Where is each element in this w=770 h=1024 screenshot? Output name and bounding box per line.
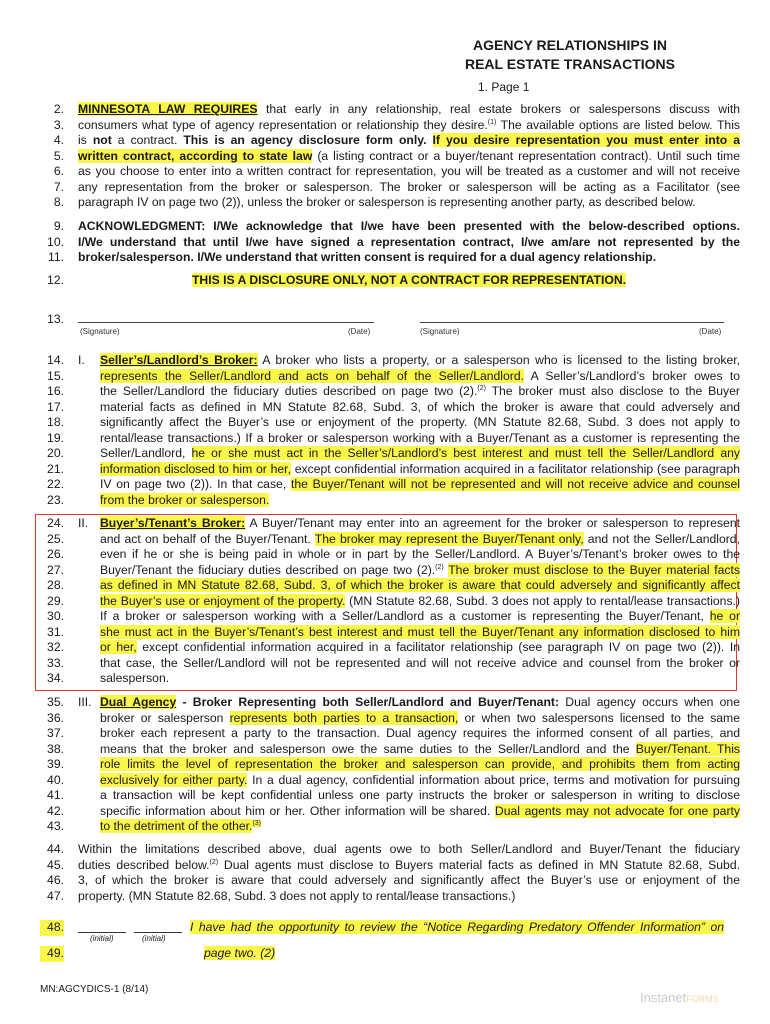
initial-field-1[interactable] (78, 932, 126, 933)
line-text (100, 788, 740, 804)
text-segment: Dual agents must disclose to Buyers material facts as defined in MN Statute 82.68, Subd. (218, 857, 740, 872)
line-text (78, 149, 740, 165)
line-number: 20. (47, 446, 64, 460)
section-numeral (78, 446, 100, 462)
line-text (100, 493, 740, 509)
section-numeral (78, 788, 100, 804)
text-segment: Seller’s/Landlord’s Broker: (100, 353, 258, 367)
text-segment: - Broker Representing both Seller/Landlord and Buyer/Tenant: (176, 695, 560, 709)
section-numeral (78, 819, 100, 835)
line-number: 24. (47, 516, 64, 530)
text-segment: not (92, 133, 112, 147)
text-segment: material facts as defined in MN Statute 82.68, Subd. 3, of which the broker is aware that could adversely and (100, 399, 740, 414)
line-text (100, 532, 740, 548)
text-line (40, 873, 740, 889)
line-text (78, 219, 740, 235)
text-segment: written contract, according to state law (78, 148, 313, 163)
line-text (100, 415, 740, 431)
text-segment: represents the Seller/Landlord and acts on behalf of the Seller/Landlord. (100, 368, 525, 383)
brand-name: Instanet (640, 990, 687, 1005)
line-text (100, 819, 740, 835)
section-numeral (78, 532, 100, 548)
text-line (40, 369, 740, 385)
text-segment: Dual Agency (100, 695, 177, 709)
line-number: 35. (47, 695, 64, 709)
section-numeral (78, 711, 100, 727)
signature-line-row (40, 312, 740, 328)
text-line (40, 250, 740, 266)
text-line (40, 102, 740, 118)
text-segment: A Buyer/Tenant may enter into an agreement for the broker or salesperson to represent (245, 516, 740, 530)
section-numeral (78, 415, 100, 431)
section-buyers-broker (40, 516, 740, 687)
text-segment: significantly affect the Buyer’s use or enjoyment of the property. (MN Statute 82.68, Subd. 3 does not apply to (100, 415, 740, 429)
text-segment (426, 133, 432, 147)
initial-field-2[interactable] (134, 932, 182, 933)
text-segment: or her, (100, 640, 137, 654)
line-number: 11. (47, 250, 64, 264)
section-numeral (78, 462, 100, 478)
text-line (40, 431, 740, 447)
text-line (40, 578, 740, 594)
text-segment: The available options are listed below. This (496, 117, 740, 132)
line-number: 28. (47, 578, 64, 592)
signature-field-2[interactable] (420, 322, 724, 323)
text-segment: means that the broker and salesperson owe the same duties to the Seller/Landlord and the (100, 741, 636, 756)
text-line (40, 516, 740, 532)
line-number: 41. (47, 788, 64, 802)
text-segment: to the detriment of the other. (100, 819, 253, 833)
line-number: 36. (47, 710, 64, 725)
line-number: 42. (47, 803, 64, 818)
line-text (78, 858, 740, 874)
text-segment: the Buyer’s use or enjoyment of the property. (100, 593, 346, 608)
line-number: 48. (40, 920, 64, 936)
text-segment: (2) (435, 563, 444, 571)
text-segment: the Buyer/Tenant will not be represented and will not receive advice and counsel (290, 477, 740, 491)
text-segment: The broker may represent the Buyer/Tenant only, (314, 531, 584, 546)
text-line (40, 195, 740, 211)
text-segment: A broker who lists a property, or a salesperson who is licensed to the listing broker, (257, 353, 740, 367)
line-text (100, 400, 740, 416)
text-segment: The broker must disclose to the Buyer material facts (448, 562, 740, 577)
text-segment: except confidential information acquired in a facilitator relationship (see paragraph IV on page two (2)). In (136, 640, 740, 654)
section-numeral (78, 742, 100, 758)
text-segment: she must act in the Buyer’s/Tenant’s best interest and must tell the Buyer/Tenant any information disclosed to him (100, 624, 740, 639)
line-text (100, 369, 740, 385)
section-numeral (78, 400, 100, 416)
text-segment: or when two salespersons licensed to the same (458, 710, 740, 725)
line-number: 15. (47, 368, 64, 383)
line-number: 7. (53, 179, 64, 194)
text-line (40, 625, 740, 641)
signature-label-1: (Signature) (80, 327, 120, 336)
text-segment: Within the limitations described above, dual agents owe to both Seller/Landlord and Buyer/Tenant the fiduciary (78, 842, 740, 856)
line-number: 47. (47, 888, 64, 903)
section-numeral (78, 726, 100, 742)
section-numeral: III. (78, 695, 92, 709)
line-text (78, 889, 740, 905)
line-number: 23. (47, 492, 64, 507)
text-line (40, 726, 740, 742)
line-number: 46. (47, 873, 64, 887)
line-number: 13. (47, 312, 64, 326)
section-numeral (78, 609, 100, 625)
section-numeral (78, 625, 100, 641)
section-dual-limitations (40, 842, 740, 904)
line-text (100, 726, 740, 742)
section-numeral (78, 563, 100, 579)
text-segment: property. (MN Statute 82.68, Subd. 3 does not apply to rental/lease transactions.) (78, 888, 516, 903)
section-sellers-broker (40, 353, 740, 508)
text-segment: paragraph IV on page two (2)), unless the broker or salesperson is representing another party, as described below. (78, 195, 696, 209)
line-text (100, 671, 740, 687)
line-text (100, 640, 740, 656)
text-line (40, 640, 740, 656)
text-line (40, 446, 740, 462)
line-number: 21. (47, 461, 64, 476)
text-segment: is (78, 133, 93, 147)
text-segment: role limits the level of representation the broker and salesperson can provide, and prohibits them from acting (100, 757, 740, 771)
section-numeral (78, 656, 100, 672)
line-number: 43. (47, 819, 64, 833)
text-line (40, 742, 740, 758)
section-dual-agency (40, 695, 740, 835)
section-numeral (78, 640, 100, 656)
text-segment: a contract. (111, 133, 184, 147)
disclosure-notice: THIS IS A DISCLOSURE ONLY, NOT A CONTRACT FOR REPRESENTATION. (191, 273, 627, 287)
text-segment: IV on page two (2)). In that case, (100, 477, 291, 491)
text-segment: specific information about him or her. Other information will be shared. (100, 803, 495, 818)
date-label-2: (Date) (699, 327, 722, 336)
text-segment: the Seller/Landlord the fiduciary duties described on page two (2). (100, 384, 478, 398)
section-numeral (78, 594, 100, 610)
text-segment: even if he or she is being paid in whole or in part by the Seller/Landlord. A Buyer’s/Tenant’s broker owes to the (100, 547, 740, 561)
text-segment: Dual agents may not advocate for one party (494, 803, 740, 818)
brand-suffix: FORMS (686, 994, 719, 1004)
text-segment: as you choose to enter into a written contract for representation, you will be treated as a customer and will not receive (78, 164, 740, 178)
section-numeral: II. (78, 516, 89, 530)
text-segment: A Seller’s/Landlord’s broker owes to (524, 368, 740, 383)
line-number: 2. (53, 102, 64, 116)
text-line (40, 563, 740, 579)
text-line (40, 164, 740, 180)
text-segment: exclusively for either party. (100, 772, 248, 787)
line-number: 14. (47, 353, 64, 367)
text-line (40, 711, 740, 727)
text-segment: salesperson. (100, 671, 170, 685)
text-segment: duties described below. (78, 857, 210, 872)
text-segment: any representation from the broker or salesperson. The broker or salesperson will be acting as a Facilitator (see (78, 179, 740, 194)
line-text (78, 118, 740, 134)
section-numeral (78, 431, 100, 447)
text-segment: rental/lease transactions.) If a broker or salesperson working with a Buyer/Tenant as a customer is representing the (100, 430, 740, 445)
section-numeral (78, 757, 100, 773)
text-segment: information disclosed to him or her, (100, 461, 291, 476)
text-segment: a transaction will be kept confidential unless one party instructs the broker or salesperson in writing to disclose (100, 788, 740, 802)
text-segment: represents both parties to a transaction, (229, 710, 459, 725)
text-segment: (2) (209, 858, 219, 866)
line-text (100, 446, 740, 462)
line-number: 44. (47, 842, 64, 856)
section-numeral: I. (78, 353, 85, 367)
line-text (100, 804, 740, 820)
line-number: 38. (47, 741, 64, 756)
text-segment: from the broker or salesperson. (100, 492, 270, 507)
text-segment: If a broker or salesperson working with a Seller/Landlord as a customer is representing the Buyer/Tenant, (100, 609, 710, 623)
line-text (78, 235, 740, 251)
text-segment: In a dual agency, confidential information about price, terms and motivation for pursuing (247, 772, 740, 787)
disclosure-notice-line (40, 273, 740, 289)
section-numeral (78, 804, 100, 820)
line-text (78, 180, 740, 196)
predatory-notice-line-2 (40, 946, 740, 962)
text-line (40, 773, 740, 789)
line-number: 17. (47, 399, 64, 414)
page-number: 1. Page 1 (478, 80, 530, 94)
form-code-footer: MN:AGCYDICS-1 (8/14) (40, 984, 149, 995)
line-text (100, 384, 740, 400)
text-line (40, 493, 740, 509)
text-line (40, 118, 740, 134)
text-segment: The broker must also disclose to the Buyer (485, 384, 740, 398)
line-text (100, 656, 740, 672)
section-acknowledgment (40, 219, 740, 266)
line-number: 31. (47, 624, 64, 639)
text-line (40, 400, 740, 416)
date-label-1: (Date) (348, 327, 371, 336)
text-line (40, 804, 740, 820)
line-number: 34. (47, 671, 64, 685)
section-intro (40, 102, 740, 211)
text-segment: 3, of which the broker is aware that could adversely and significantly affect the Buyer’s use or enjoyment of the (78, 873, 740, 887)
text-line (40, 133, 740, 149)
line-text (78, 250, 740, 266)
text-segment: he or she must act in the Seller’s/Landlord’s best interest and must tell the Seller/Landlord any (191, 446, 740, 460)
line-text (78, 195, 740, 211)
text-line (40, 415, 740, 431)
text-segment: Seller/Landlord, (100, 446, 192, 460)
text-line (40, 695, 740, 711)
line-number: 29. (47, 593, 64, 608)
page-title-line1: AGENCY RELATIONSHIPS IN (473, 37, 667, 53)
text-segment: (1) (487, 118, 497, 126)
line-number: 30. (47, 609, 64, 623)
text-line (40, 353, 740, 369)
text-segment: Dual agency occurs when one (559, 695, 740, 709)
text-line (40, 858, 740, 874)
line-number: 16. (47, 384, 64, 398)
text-segment: Buyer’s/Tenant’s Broker: (100, 516, 246, 530)
text-segment: Buyer/Tenant. This (635, 741, 740, 756)
line-text (100, 547, 740, 563)
text-line (40, 219, 740, 235)
line-text (100, 711, 740, 727)
line-number: 39. (47, 757, 64, 771)
text-segment: ACKNOWLEDGMENT: I/We acknowledge that I/we have been presented with the below-described options. (78, 219, 740, 233)
line-number: 12. (47, 273, 64, 287)
line-number: 18. (47, 415, 64, 429)
text-segment: (MN Statute 82.68, Subd. 3 does not apply to rental/lease transactions.) (345, 593, 740, 608)
line-text (78, 842, 740, 858)
text-segment: he or (709, 609, 740, 623)
text-line (40, 757, 740, 773)
text-segment: broker/salesperson. I/We understand that written consent is required for a dual agency relationship. (78, 250, 657, 264)
text-segment: This is an agency disclosure form only. (183, 133, 427, 147)
line-number: 45. (47, 857, 64, 872)
initial-label-1: (initial) (90, 934, 114, 943)
line-number: 5. (53, 148, 64, 163)
text-line (40, 889, 740, 905)
line-number: 8. (53, 195, 64, 209)
line-text (100, 516, 740, 532)
line-text (100, 563, 740, 579)
text-line (40, 547, 740, 563)
line-text (100, 462, 740, 478)
line-number: 10. (47, 234, 64, 249)
text-segment: Buyer/Tenant the fiduciary duties described on page two (2). (100, 562, 436, 577)
line-number: 4. (53, 133, 64, 147)
line-number: 49. (40, 946, 64, 962)
text-segment: except confidential information acquired in a facilitator relationship (see paragraph (290, 461, 740, 476)
text-line (40, 842, 740, 858)
line-text (100, 773, 740, 789)
text-segment: that early in any relationship, real estate brokers or salespersons discuss with (257, 102, 740, 116)
text-segment: If you desire representation you must enter into a (432, 133, 740, 147)
line-number: 32. (47, 640, 64, 654)
line-number: 6. (53, 164, 64, 178)
predatory-notice-text-2: page two. (2) (204, 946, 276, 960)
section-numeral (78, 671, 100, 687)
text-line (40, 477, 740, 493)
text-segment: consumers what type of agency representation or relationship they desire. (78, 117, 488, 132)
section-numeral (78, 384, 100, 400)
line-text (78, 873, 740, 889)
section-numeral (78, 547, 100, 563)
text-line (40, 671, 740, 687)
line-text (100, 742, 740, 758)
text-line (40, 462, 740, 478)
line-number: 25. (47, 531, 64, 546)
line-text (100, 609, 740, 625)
text-segment: and not the Seller/Landlord, (583, 531, 740, 546)
initial-label-2: (initial) (142, 934, 166, 943)
section-numeral (78, 493, 100, 509)
line-text (78, 102, 740, 118)
text-segment: broker or salesperson (100, 710, 230, 725)
line-text (100, 695, 740, 711)
text-segment: (a listing contract or a buyer/tenant representation contract). Until such time (312, 148, 740, 163)
line-number: 22. (47, 477, 64, 491)
text-segment: and act on behalf of the Buyer/Tenant. (100, 531, 315, 546)
page-title-line2: REAL ESTATE TRANSACTIONS (464, 56, 675, 72)
predatory-notice-text: I have had the opportunity to review the “Notice Regarding Predatory Offender Information” on (190, 920, 724, 934)
text-line (40, 180, 740, 196)
signature-label-2: (Signature) (420, 327, 460, 336)
line-text (100, 353, 740, 369)
text-line (40, 594, 740, 610)
line-number: 40. (47, 772, 64, 787)
line-text (100, 578, 740, 594)
text-segment: MINNESOTA LAW REQUIRES (78, 102, 258, 116)
line-number: 27. (47, 562, 64, 577)
line-number: 9. (53, 219, 64, 233)
text-segment: (3) (252, 819, 262, 827)
line-text (100, 594, 740, 610)
section-numeral (78, 773, 100, 789)
line-number: 19. (47, 430, 64, 445)
brand-logo (640, 990, 719, 1005)
text-segment: as defined in MN Statute 82.68, Subd. 3, of which the broker is aware that could adversely and significantly affect (100, 578, 740, 592)
line-number: 26. (47, 547, 64, 561)
text-line (40, 609, 740, 625)
line-number: 3. (53, 117, 64, 132)
text-segment: broker each represent a party to the transaction. Dual agency requires the informed consent of all parties, and (100, 726, 740, 740)
text-line (40, 235, 740, 251)
text-line (40, 656, 740, 672)
line-text (78, 133, 740, 149)
text-line (40, 788, 740, 804)
text-segment: I/We understand that until I/we have signed a representation contract, I/we am/are not represented by the (78, 234, 740, 249)
section-numeral (78, 578, 100, 594)
line-text (100, 431, 740, 447)
signature-field-1[interactable] (78, 322, 374, 323)
text-segment: (2) (477, 384, 486, 392)
text-segment: that case, the Seller/Landlord will not be represented and will not receive advice and counsel from the broker or (100, 655, 740, 670)
section-numeral (78, 477, 100, 493)
line-text (100, 625, 740, 641)
text-line (40, 532, 740, 548)
line-text (78, 164, 740, 180)
line-text (100, 477, 740, 493)
text-line (40, 384, 740, 400)
section-numeral (78, 369, 100, 385)
line-number: 33. (47, 655, 64, 670)
line-text (100, 757, 740, 773)
text-line (40, 819, 740, 835)
text-line (40, 149, 740, 165)
line-number: 37. (47, 726, 64, 740)
